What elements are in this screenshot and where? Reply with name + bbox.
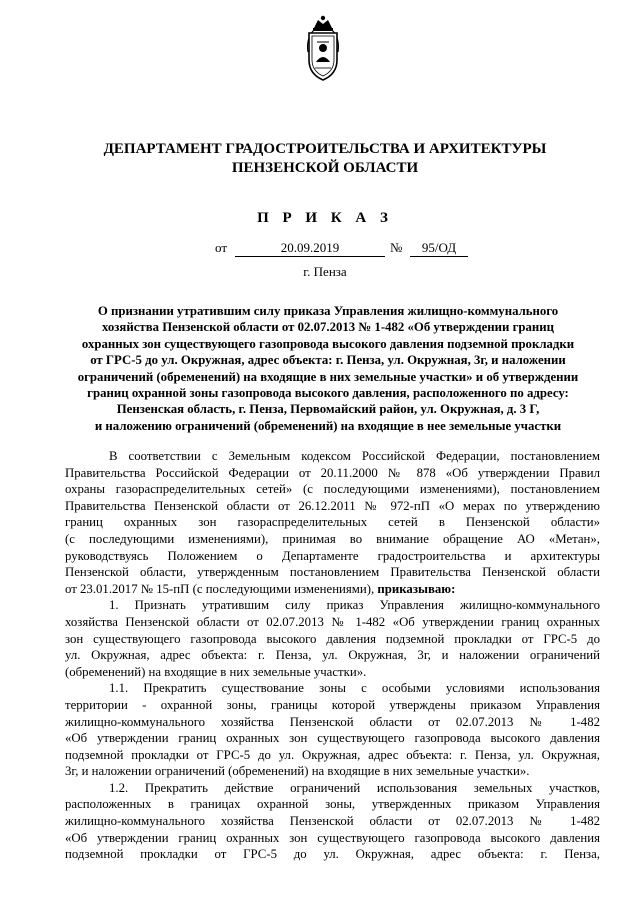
body-line: территории - охранной зоны, границы которой утверждены приказом Управления xyxy=(65,697,600,712)
body-line: Правительства Пензенской области от 26.12.2011 № 972-пП «О мерах по утверждению xyxy=(65,498,600,513)
title-line: от ГРС-5 до ул. Окружная, адрес объекта: г. Пенза, ул. Окружная, 3г, и наложении xyxy=(90,353,566,368)
body-line: охраны газораспределительных сетей» (с последующими изменениями), постановлением xyxy=(65,482,600,497)
document-date: 20.09.2019 xyxy=(235,240,385,257)
body-line: зон существующего газопровода высокого давления подземной прокладки от ГРС-5 до xyxy=(65,631,600,646)
body-line: подземной прокладки от ГРС-5 до ул. Окружная, адрес объекта: г. Пенза, ул. Окружная, xyxy=(65,747,600,762)
document-type: П Р И К А З xyxy=(257,210,393,226)
body-line: «Об утверждении границ охранных зон существующего газопровода высокого давления xyxy=(65,830,600,845)
title-line: Пензенская область, г. Пенза, Первомайский район, ул. Окружная, д. 3 Г, xyxy=(116,402,540,417)
body-line: границ охранных зон газораспределительных сетей в Пензенской области» xyxy=(65,515,600,530)
body-line: В соответствии с Земельным кодексом Российской Федерации, постановлением xyxy=(109,449,600,463)
bold-order-word: приказываю xyxy=(377,581,452,596)
department-name xyxy=(40,140,610,178)
title-line: охранных зон существующего газопровода высокого давления подземной прокладки xyxy=(81,336,575,351)
city: г. Пенза xyxy=(303,264,347,279)
body-line: хозяйства Пензенской области от 02.07.2013 № 1-482 «Об утверждении границ охранных xyxy=(65,614,600,629)
body-line: расположенных в границах охранной зоны, утвержденных приказом Управления xyxy=(65,797,600,812)
document-title xyxy=(58,303,598,434)
date-prefix: от xyxy=(215,240,228,255)
document-number: 95/ОД xyxy=(410,240,468,257)
body-line: 1. Признать утратившим силу приказ Управления жилищно-коммунального xyxy=(109,598,600,613)
title-line: ограничений (обременений) на входящие в них земельные участки» и об утверждении xyxy=(77,369,579,384)
body-line-text: от 23.01.2017 № 15-пП (с последующими изменениями), xyxy=(65,581,375,596)
body-line: 1.2. Прекратить действие ограничений использования земельных участков, xyxy=(109,780,600,795)
department-line-2: ПЕНЗЕНСКОЙ ОБЛАСТИ xyxy=(231,160,419,176)
body-line: жилищно-коммунального хозяйства Пензенской области от 02.07.2013 № 1-482 xyxy=(65,814,600,829)
date-number-line xyxy=(215,240,475,260)
body-line: ул. Окружная, адрес объекта: г. Пенза, ул. Окружная, 3г, и наложении ограничений xyxy=(65,648,600,663)
body-line: Пензенской области, утвержденным постановлением Правительства Пензенской области xyxy=(65,565,600,580)
body-line: (обременений) на входящие в них земельные участки». xyxy=(65,664,367,679)
title-line: границ охранной зоны газопровода высокого давления, расположенного по адресу: xyxy=(87,386,569,401)
title-line: О признании утратившим силу приказа Управления жилищно-коммунального xyxy=(97,304,559,318)
document-body xyxy=(65,448,600,863)
title-line: хозяйства Пензенской области от 02.07.2013 № 1-482 «Об утверждении границ xyxy=(101,320,555,335)
title-line: и наложению ограничений (обременений) на входящие в нее земельные участки xyxy=(94,418,562,433)
bold-order-colon: : xyxy=(451,581,456,596)
number-prefix: № xyxy=(390,240,403,255)
department-line-1: ДЕПАРТАМЕНТ ГРАДОСТРОИТЕЛЬСТВА И АРХИТЕКТУРЫ xyxy=(103,141,547,157)
body-line: жилищно-коммунального хозяйства Пензенской области от 02.07.2013 № 1-482 xyxy=(65,714,600,729)
body-line: (с последующими изменениями), принимая во внимание обращение АО «Метан», xyxy=(65,531,600,546)
body-line-with-bold xyxy=(65,581,600,598)
body-line: руководствуясь Положением о Департаменте градостроительства и архитектуры xyxy=(65,548,600,563)
coat-of-arms-icon xyxy=(300,14,346,84)
body-line: 1.1. Прекратить существование зоны с особыми условиями использования xyxy=(109,681,600,696)
body-line: «Об утверждении границ охранных зон существующего газопровода высокого давления xyxy=(65,731,600,746)
body-line: Правительства Российской Федерации от 20.11.2000 № 878 «Об утверждении Правил xyxy=(65,465,600,480)
body-line: 3г, и наложении ограничений (обременений) на входящие в них земельные участки». xyxy=(65,764,530,779)
body-line: подземной прокладки от ГРС-5 до ул. Окружная, адрес объекта: г. Пенза, xyxy=(65,847,600,862)
